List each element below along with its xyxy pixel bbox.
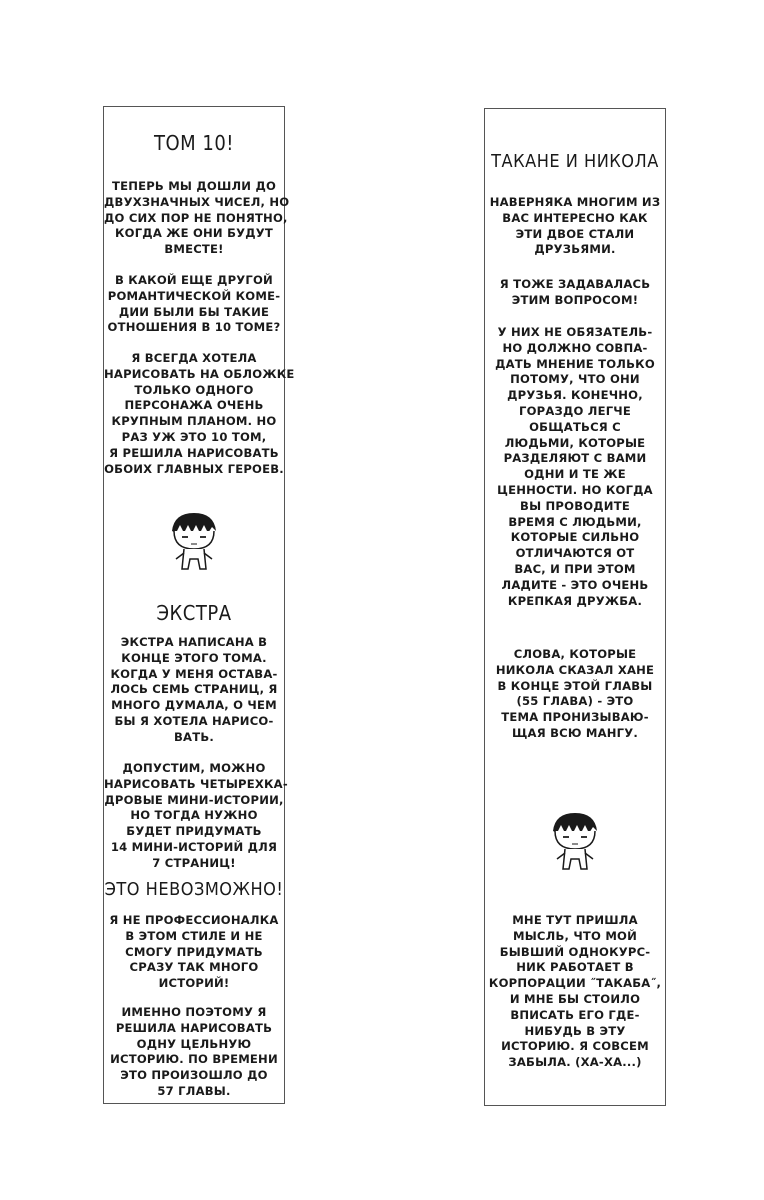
- text-line: Я ВСЕГДА ХОТЕЛА: [131, 351, 257, 365]
- text-line: КОНЦЕ ЭТОГО ТОМА.: [121, 650, 267, 665]
- text-line: (55 ГЛАВА) - ЭТО: [516, 694, 634, 709]
- left-comment-column: [103, 106, 295, 1104]
- text-line: ЭТО ПРОИЗОШЛО ДО: [120, 1068, 268, 1083]
- paragraph: [104, 179, 290, 258]
- text-line: ОДНУ ЦЕЛЬНУЮ: [136, 1036, 252, 1051]
- text-line: ТОЛЬКО ОДНОГО: [134, 382, 254, 397]
- text-line: Я НЕ ПРОФЕССИОНАЛКА: [109, 913, 279, 927]
- text-line: МЫСЛЬ, ЧТО МОЙ: [512, 928, 638, 943]
- text-line: ДРОВЫЕ МИНИ-ИСТОРИИ,: [104, 792, 284, 807]
- text-line: КРУПНЫМ ПЛАНОМ. НО: [111, 414, 277, 429]
- text-line: ВАС ИНТЕРЕСНО КАК: [502, 210, 648, 225]
- text-line: Я РЕШИЛА НАРИСОВАТЬ: [109, 445, 279, 460]
- text-line: НАРИСОВАТЬ НА ОБЛОЖКЕ: [104, 366, 295, 381]
- text-line: ДРУЗЬЯ. КОНЕЧНО,: [507, 388, 643, 403]
- text-line: ТЕПЕРЬ МЫ ДОШЛИ ДО: [111, 179, 277, 193]
- text-line: ДВУХЗНАЧНЫХ ЧИСЕЛ, НО: [104, 194, 290, 209]
- paragraph: [104, 761, 288, 872]
- text-line: ДОПУСТИМ, МОЖНО: [122, 761, 266, 775]
- text-line: ПОТОМУ, ЧТО ОНИ: [510, 372, 640, 387]
- text-line: ЛЮДЬМИ, КОТОРЫЕ: [504, 435, 646, 450]
- text-line: КОРПОРАЦИИ ˝ТАКАБА˝,: [488, 976, 662, 991]
- paragraph: [485, 647, 665, 742]
- text-line: ОТЛИЧАЮТСЯ ОТ: [515, 546, 635, 561]
- text-line: ДО СИХ ПОР НЕ ПОНЯТНО,: [104, 210, 288, 225]
- text-line: ОТНОШЕНИЯ В 10 ТОМЕ?: [107, 320, 281, 335]
- text-line: НИБУДЬ В ЭТУ: [524, 1023, 626, 1038]
- text-line: МНОГО ДУМАЛА, О ЧЕМ: [111, 698, 277, 713]
- text-line: СМОГУ ПРИДУМАТЬ: [125, 944, 263, 959]
- text-line: ОДНИ И ТЕ ЖЕ: [524, 467, 626, 482]
- text-line: У НИХ НЕ ОБЯЗАТЕЛЬ-: [497, 325, 653, 339]
- text-line: ТЕМА ПРОНИЗЫВАЮ-: [501, 710, 649, 725]
- text-line: СЛОВА, КОТОРЫЕ: [513, 647, 637, 661]
- text-line: В ЭТОМ СТИЛЕ И НЕ: [125, 928, 263, 943]
- text-line: НАВЕРНЯКА МНОГИМ ИЗ: [489, 195, 661, 209]
- paragraph: [104, 913, 284, 992]
- text-line: И МНЕ БЫ СТОИЛО: [509, 991, 641, 1006]
- text-line: РАЗДЕЛЯЮТ С ВАМИ: [503, 451, 647, 466]
- text-line: ИМЕННО ПОЭТОМУ Я: [121, 1005, 267, 1019]
- text-line: МНЕ ТУТ ПРИШЛА: [512, 913, 638, 927]
- paragraph: [485, 195, 665, 258]
- text-line: ИСТОРИЮ. Я СОВСЕМ: [501, 1039, 649, 1054]
- text-line: ОБЩАТЬСЯ С: [529, 419, 621, 434]
- text-line: ВЫ ПРОВОДИТЕ: [520, 498, 630, 513]
- text-line: ЩАЯ ВСЮ МАНГУ.: [511, 725, 639, 740]
- text-line: БЫВШИЙ ОДНОКУРС-: [499, 944, 651, 959]
- text-line: НО ДОЛЖНО СОВПА-: [502, 340, 648, 355]
- text-line: НАРИСОВАТЬ ЧЕТЫРЕХКА-: [104, 776, 288, 791]
- text-line: В КАКОЙ ЕЩЕ ДРУГОЙ: [115, 273, 273, 287]
- text-line: ПЕРСОНАЖА ОЧЕНЬ: [124, 398, 264, 413]
- text-line: ИСТОРИЙ!: [158, 976, 230, 991]
- text-line: ЛАДИТЕ - ЭТО ОЧЕНЬ: [501, 577, 649, 592]
- paragraph: [485, 277, 665, 309]
- text-line: ГОРАЗДО ЛЕГЧЕ: [519, 403, 631, 418]
- extra-heading: ЭКСТРА: [156, 601, 232, 625]
- text-line: ЭТИМ ВОПРОСОМ!: [511, 292, 639, 307]
- text-line: ЭТИ ДВОЕ СТАЛИ: [515, 226, 635, 241]
- text-line: КРЕПКАЯ ДРУЖБА.: [507, 593, 643, 608]
- text-line: ВПИСАТЬ ЕГО ГДЕ-: [510, 1007, 640, 1022]
- text-line: НИК РАБОТАЕТ В: [516, 960, 634, 975]
- text-line: В КОНЦЕ ЭТОЙ ГЛАВЫ: [497, 678, 653, 693]
- text-line: ЦЕННОСТИ. НО КОГДА: [497, 482, 653, 497]
- impossible-heading: ЭТО НЕВОЗМОЖНО!: [104, 879, 284, 900]
- text-line: РЕШИЛА НАРИСОВАТЬ: [115, 1020, 273, 1035]
- text-line: ДРУЗЬЯМИ.: [534, 242, 616, 257]
- text-line: СРАЗУ ТАК МНОГО: [129, 960, 259, 975]
- text-line: ОБОИХ ГЛАВНЫХ ГЕРОЕВ.: [104, 461, 284, 476]
- paragraph: [104, 351, 295, 477]
- volume-heading: ТОМ 10!: [154, 131, 234, 155]
- text-line: КОГДА ЖЕ ОНИ БУДУТ: [114, 226, 274, 241]
- text-line: Я ТОЖЕ ЗАДАВАЛАСЬ: [499, 277, 651, 291]
- takane-nikola-heading: ТАКАНЕ И НИКОЛА: [491, 151, 659, 172]
- paragraph: [485, 325, 665, 609]
- text-line: 57 ГЛАВЫ.: [157, 1083, 231, 1098]
- text-line: НО ТОГДА НУЖНО: [130, 808, 258, 823]
- text-line: ДИИ БЫЛИ БЫ ТАКИЕ: [118, 304, 270, 319]
- chibi-character-drawing: [158, 505, 230, 577]
- text-line: НИКОЛА СКАЗАЛ ХАНЕ: [495, 662, 655, 677]
- text-line: КОГДА У МЕНЯ ОСТАВА-: [110, 666, 278, 681]
- text-line: 14 МИНИ-ИСТОРИЙ ДЛЯ: [110, 839, 278, 854]
- text-line: КОТОРЫЕ СИЛЬНО: [510, 530, 640, 545]
- paragraph: [104, 1005, 284, 1100]
- paragraph: [104, 273, 284, 336]
- text-line: ВАТЬ.: [174, 729, 214, 744]
- text-line: ЛОСЬ СЕМЬ СТРАНИЦ, Я: [110, 682, 278, 697]
- text-line: ВАС, И ПРИ ЭТОМ: [514, 561, 636, 576]
- text-line: ДАТЬ МНЕНИЕ ТОЛЬКО: [495, 356, 655, 371]
- text-line: БУДЕТ ПРИДУМАТЬ: [126, 824, 262, 839]
- paragraph: [104, 635, 284, 746]
- text-line: ЗАБЫЛА. (ХА-ХА...): [508, 1055, 642, 1070]
- text-line: БЫ Я ХОТЕЛА НАРИСО-: [114, 713, 274, 728]
- chibi-character-drawing: [539, 805, 611, 877]
- text-line: ЭКСТРА НАПИСАНА В: [120, 635, 268, 649]
- text-line: 7 СТРАНИЦ!: [152, 855, 236, 870]
- text-line: РАЗ УЖ ЭТО 10 ТОМ,: [121, 429, 267, 444]
- paragraph: [485, 913, 665, 1071]
- right-comment-column: [484, 108, 666, 1106]
- text-line: ВМЕСТЕ!: [164, 242, 224, 257]
- text-line: ИСТОРИЮ. ПО ВРЕМЕНИ: [110, 1052, 278, 1067]
- text-line: РОМАНТИЧЕСКОЙ КОМЕ-: [107, 288, 281, 303]
- text-line: ВРЕМЯ С ЛЮДЬМИ,: [508, 514, 642, 529]
